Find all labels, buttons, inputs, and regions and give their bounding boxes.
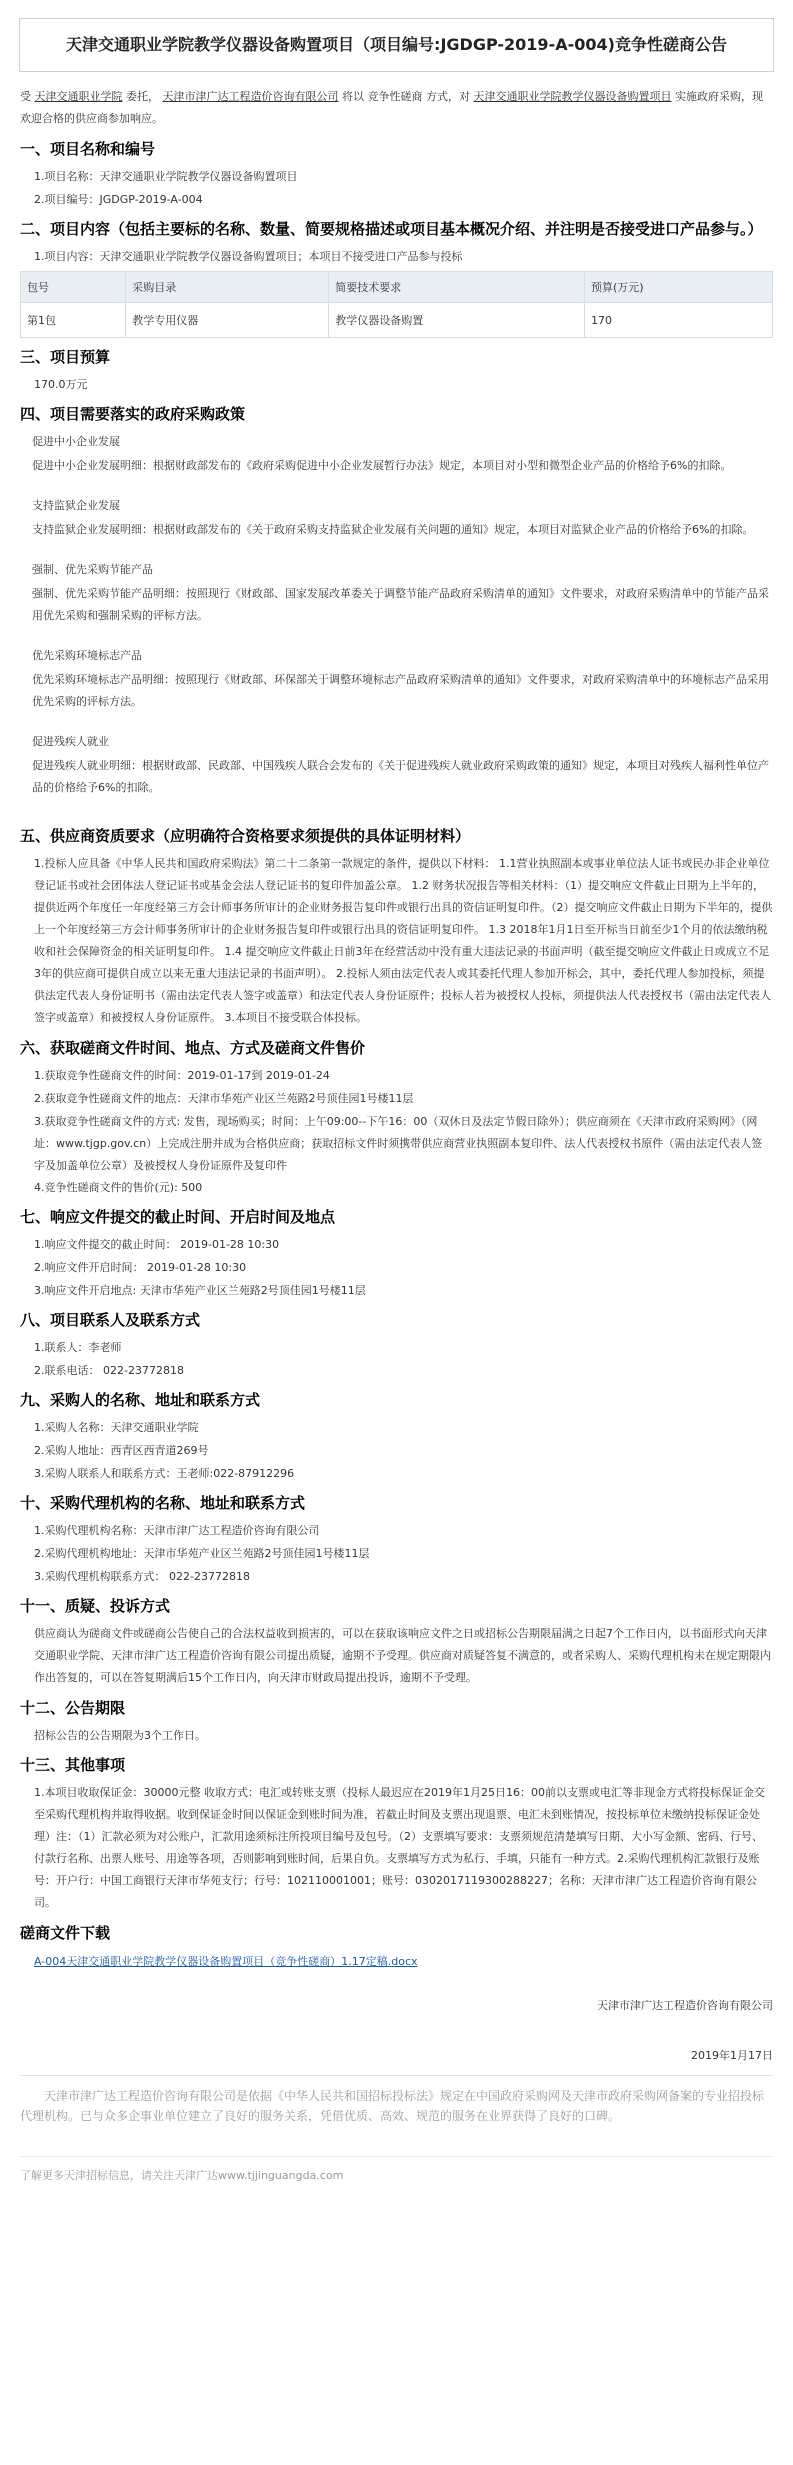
section-line: 1.项目内容：天津交通职业学院教学仪器设备购置项目；本项目不接受进口产品参与投标 <box>34 250 463 263</box>
article-content <box>14 86 779 2183</box>
section-line: 1.项目名称：天津交通职业学院教学仪器设备购置项目 <box>34 170 298 183</box>
policy-body: 支持监狱企业发展明细：根据财政部发布的《关于政府采购支持监狱企业发展有关问题的通知》规定，本项目对监狱企业产品的价格给予6%的扣除。 <box>32 523 754 536</box>
publish-date: 2019年1月17日 <box>691 2049 773 2062</box>
intro-project: 天津交通职业学院教学仪器设备购置项目 <box>473 90 672 103</box>
policy-body: 促进中小企业发展明细：根据财政部发布的《政府采购促进中小企业发展暂行办法》规定，本项目对小型和微型企业产品的价格给予6%的扣除。 <box>32 459 732 472</box>
policy-title: 促进中小企业发展 <box>32 435 120 448</box>
section-line: 1.采购代理机构名称：天津市津广达工程造价咨询有限公司 <box>34 1524 320 1537</box>
section-line: 2.采购人地址：西青区西青道269号 <box>34 1444 209 1457</box>
section-line: 招标公告的公告期限为3个工作日。 <box>34 1729 206 1742</box>
title-box <box>19 18 774 72</box>
policy-title: 促进残疾人就业 <box>32 735 109 748</box>
section-heading: 五、供应商资质要求（应明确符合资格要求须提供的具体证明材料） <box>20 827 471 845</box>
policy-title: 强制、优先采购节能产品 <box>32 563 153 576</box>
section-heading: 八、项目联系人及联系方式 <box>20 1311 201 1329</box>
intro-agency: 天津市津广达工程造价咨询有限公司 <box>162 90 339 103</box>
table-cell: 教学仪器设备购置 <box>329 303 585 338</box>
policy-title: 支持监狱企业发展 <box>32 499 120 512</box>
table-header-row <box>21 272 773 303</box>
budget-value: 170.0万元 <box>34 378 88 391</box>
page-title: 天津交通职业学院教学仪器设备购置项目（项目编号:JGDGP-2019-A-004)竞争性磋商公告 <box>66 35 727 54</box>
section-body: 1.投标人应具备《中华人民共和国政府采购法》第二十二条第一款规定的条件，提供以下材料： 1.1营业执照副本或事业单位法人证书或民办非企业单位登记证书或社会团体法人登记证书或基金会法人登记证书的复印件加盖公章。 1.2 财务状况报告等相关材料：（1）提交响应文件截止日期为上半年的，提供近两个年度任一年度经第三方会计师事务所审计的企业财务报告复印件或银行出具的资信证明复印件。（2）提交响应文件截止日期为下半年的，提供上一个年度经第三方会计师事务所审计的企业财务报告复印件或银行出具的资信证明复印件。 1.3 2018年1月1日至开标当日前至少1个月的依法缴纳税收和社会保障资金的相关证明复印件。 1.4 提交响应文件截止日前3年在经营活动中没有重大违法记录的书面声明（截至提交响应文件截止日或成立不足3年的供应商可提供自成立以来无重大违法记录的书面声明）。 2.投标人须由法定代表人或其委托代理人参加开标会，其中，委托代理人参加投标，须提供法定代表人身份证明书（需由法定代表人签字或盖章）和法定代表人身份证原件；投标人若为被授权人投标，须提供法人代表授权书（需由法定代表人签字或盖章）和被授权人身份证原件。 3.本项目不接受联合体投标。 <box>34 857 773 1024</box>
section-heading: 九、采购人的名称、地址和联系方式 <box>20 1391 261 1409</box>
download-link[interactable]: A-004天津交通职业学院教学仪器设备购置项目（竞争性磋商）1.17定稿.docx <box>34 1955 418 1968</box>
footer <box>20 2075 773 2183</box>
section-heading: 七、响应文件提交的截止时间、开启时间及地点 <box>20 1208 336 1226</box>
section-line: 2.采购代理机构地址：天津市华苑产业区兰苑路2号顶佳园1号楼11层 <box>34 1547 370 1560</box>
section-heading: 二、项目内容（包括主要标的名称、数量、简要规格描述或项目基本概况介绍、并注明是否接受进口产品参与。） <box>20 220 763 238</box>
section-line: 4.竞争性磋商文件的售价(元): 500 <box>34 1181 203 1194</box>
intro-buyer: 天津交通职业学院 <box>34 90 123 103</box>
section-heading: 一、项目名称和编号 <box>20 140 156 158</box>
table-cell: 第1包 <box>21 303 126 338</box>
section-body: 1.本项目收取保证金：30000元整 收取方式：电汇或转账支票（投标人最迟应在2019年1月25日16：00前以支票或电汇等非现金方式将投标保证金交至采购代理机构并取得收据。收到保证金时间以保证金到账时间为准，若截止时间及支票出现退票、电汇未到账情况，按投标单位未缴纳投标保证金处理）注：（1）汇款必须为对公账户，汇款用途须标注所投项目编号及包号。（2）支票填写要求：支票须规范清楚填写日期、大小写金额、密码、行号、付款行名称、出票人账号、用途等各项，否则影响到账时间，后果自负。支票填写方式为私行、手填，只能有一种方式。2.采购代理机构汇款银行及账号：开户行：中国工商银行天津市华苑支行；行号：102110001001；账号：0302017119300288227；名称：天津市津广达工程造价咨询有限公司。 <box>34 1786 765 1909</box>
table-cell: 170 <box>584 303 772 338</box>
section-line: 3.响应文件开启地点: 天津市华苑产业区兰苑路2号顶佳园1号楼11层 <box>34 1284 366 1297</box>
section-heading: 三、项目预算 <box>20 348 111 366</box>
table-header: 包号 <box>21 272 126 303</box>
signature: 天津市津广达工程造价咨询有限公司 <box>597 1999 773 2012</box>
section-heading: 十二、公告期限 <box>20 1699 126 1717</box>
footer-text: 天津市津广达工程造价咨询有限公司是依据《中华人民共和国招标投标法》规定在中国政府采购网及天津市政府采购网备案的专业招投标代理机构。已与众多企事业单位建立了良好的服务关系，凭借优质、高效、规范的服务在业界获得了良好的口碑。 <box>20 2089 765 2123</box>
section-line: 2.项目编号：JGDGP-2019-A-004 <box>34 193 203 206</box>
table-header: 采购目录 <box>126 272 329 303</box>
policy-body: 优先采购环境标志产品明细：按照现行《财政部、环保部关于调整环境标志产品政府采购清单的通知》文件要求，对政府采购清单中的环境标志产品采用优先采购的评标方法。 <box>32 673 769 708</box>
section-line: 1.获取竞争性磋商文件的时间：2019-01-17到 2019-01-24 <box>34 1069 330 1082</box>
package-table <box>20 271 773 338</box>
table-cell: 教学专用仪器 <box>126 303 329 338</box>
intro-text: 受 <box>20 90 31 103</box>
table-header: 简要技术要求 <box>329 272 585 303</box>
download-heading: 磋商文件下载 <box>20 1924 111 1942</box>
section-heading: 十、采购代理机构的名称、地址和联系方式 <box>20 1494 306 1512</box>
section-heading: 六、获取磋商文件时间、地点、方式及磋商文件售价 <box>20 1039 366 1057</box>
policy-body: 强制、优先采购节能产品明细：按照现行《财政部、国家发展改革委关于调整节能产品政府采购清单的通知》文件要求，对政府采购清单中的节能产品采用优先采购和强制采购的评标方法。 <box>32 587 769 622</box>
section-line: 3.采购人联系人和联系方式：王老师:022-87912296 <box>34 1467 295 1480</box>
section-heading: 十一、质疑、投诉方式 <box>20 1597 171 1615</box>
section-heading: 十三、其他事项 <box>20 1756 126 1774</box>
table-row <box>21 303 773 338</box>
intro-text: 实施政府采购，现欢迎合格的供应商参加响应。 <box>20 90 763 125</box>
section-heading: 四、项目需要落实的政府采购政策 <box>20 405 246 423</box>
section-body: 供应商认为磋商文件或磋商公告使自己的合法权益收到损害的，可以在获取该响应文件之日或招标公告期限届满之日起7个工作日内，以书面形式向天津交通职业学院、天津市津广达工程造价咨询有限公司提出质疑，逾期不予受理。供应商对质疑答复不满意的，或者采购人、采购代理机构未在规定期限内作出答复的，可以在答复期满后15个工作日内，向天津市财政局提出投诉，逾期不予受理。 <box>34 1627 771 1684</box>
section-line: 3.获取竞争性磋商文件的方式: 发售，现场购买；时间：上午09:00--下午16：00（双休日及法定节假日除外）；供应商须在《天津市政府采购网》（网址：www.tjgp.gov.cn）上完成注册并成为合格供应商；获取招标文件时须携带供应商营业执照副本复印件、法人代表授权书原件（需由法定代表人签字及加盖单位公章）及被授权人身份证原件及复印件 <box>34 1115 763 1172</box>
section-line: 1.采购人名称：天津交通职业学院 <box>34 1421 199 1434</box>
intro-paragraph <box>20 86 773 130</box>
section-line: 2.响应文件开启时间： 2019-01-28 10:30 <box>34 1261 247 1274</box>
section-line: 1.响应文件提交的截止时间： 2019-01-28 10:30 <box>34 1238 280 1251</box>
section-line: 2.联系电话： 022-23772818 <box>34 1364 184 1377</box>
policy-title: 优先采购环境标志产品 <box>32 649 142 662</box>
intro-text: 将以 竞争性磋商 方式，对 <box>342 90 470 103</box>
policy-body: 促进残疾人就业明细：根据财政部、民政部、中国残疾人联合会发布的《关于促进残疾人就业政府采购政策的通知》规定，本项目对残疾人福利性单位产品的价格给予6%的扣除。 <box>32 759 769 794</box>
table-header: 预算(万元) <box>584 272 772 303</box>
section-line: 1.联系人：李老师 <box>34 1341 122 1354</box>
page <box>14 0 779 2183</box>
section-line: 2.获取竞争性磋商文件的地点：天津市华苑产业区兰苑路2号顶佳园1号楼11层 <box>34 1092 414 1105</box>
intro-text: 委托， <box>126 90 159 103</box>
footer-link[interactable]: 了解更多天津招标信息，请关注天津广达www.tjjinguangda.com <box>20 2156 773 2183</box>
section-line: 3.采购代理机构联系方式： 022-23772818 <box>34 1570 250 1583</box>
